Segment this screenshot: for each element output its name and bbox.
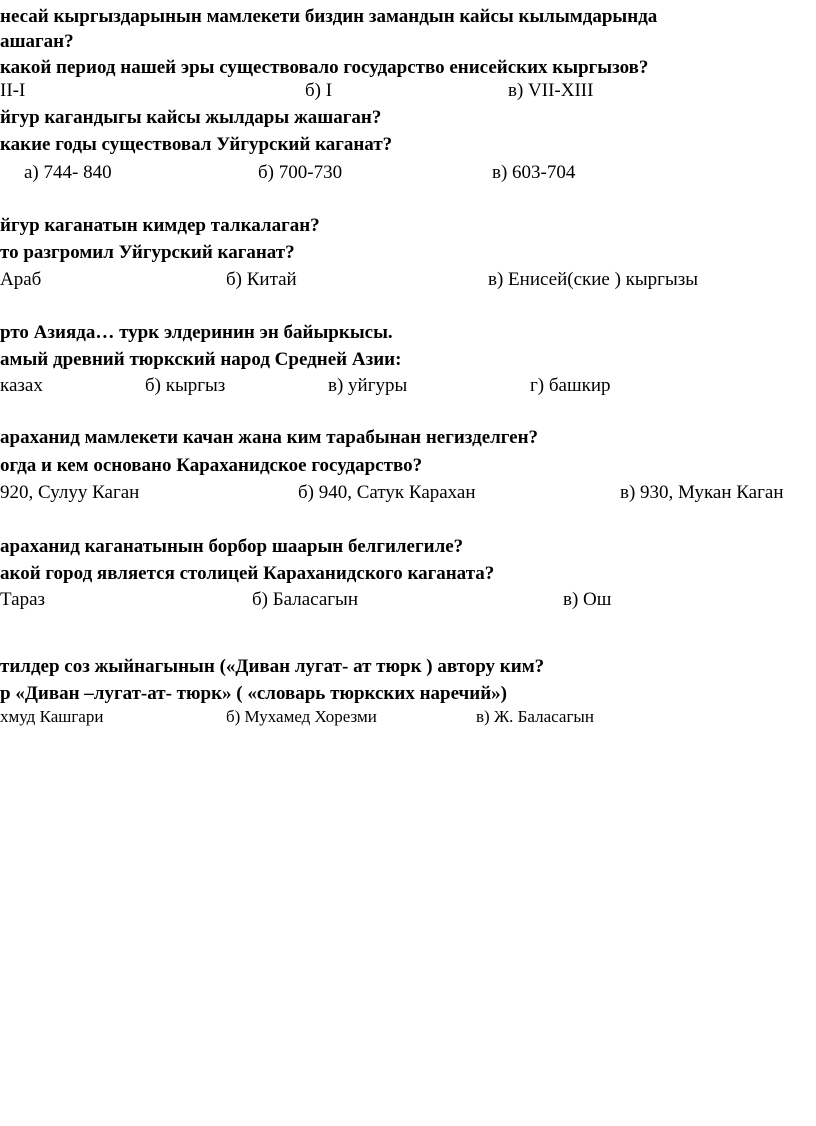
question-2-option-b: б) 700-730 [258,162,343,183]
question-3-kyrgyz: йгур каганатын кимдер талкалаган? [0,215,320,236]
question-4-option-a: казах [0,375,43,396]
question-6-option-b: б) Баласагын [252,589,358,610]
question-6-kyrgyz: араханид каганатынын борбор шаарын белгилегиле? [0,536,464,557]
question-7-option-c: в) Ж. Баласагын [476,707,594,726]
question-1-kyrgyz-line-2: ашаган? [0,31,74,52]
question-4-option-d: г) башкир [530,375,611,396]
question-7-option-b: б) Мухамед Хорезми [226,707,377,726]
question-3-option-c: в) Енисей(ские ) кыргызы [488,269,699,290]
question-5-russian: огда и кем основано Караханидское государство? [0,455,423,476]
question-2-russian: какие годы существовал Уйгурский каганат? [0,134,393,155]
question-7-russian: р «Диван –лугат-ат- тюрк» ( «словарь тюркских наречий») [0,683,507,704]
question-1-russian: какой период нашей эры существовало государство енисейских кыргызов? [0,57,649,78]
question-4-option-b: б) кыргыз [145,375,226,396]
question-2-kyrgyz: йгур кагандыгы кайсы жылдары жашаган? [0,107,382,128]
question-7-kyrgyz: тилдер соз жыйнагынын («Диван лугат- ат тюрк ) автору ким? [0,656,545,677]
question-6-option-c: в) Ош [563,589,612,610]
question-1-option-b: б) I [305,80,333,101]
question-5-option-c: в) 930, Мукан Каган [620,482,784,503]
question-5-option-a: 920, Сулуу Каган [0,482,140,503]
question-4-russian: амый древний тюркский народ Средней Азии: [0,349,402,370]
question-7-option-a: хмуд Кашгари [0,707,104,726]
question-1-kyrgyz-line-1: несай кыргыздарынын мамлекети биздин замандын кайсы кылымдарында [0,6,658,27]
question-2-option-a: а) 744- 840 [24,162,112,183]
question-3-russian: то разгромил Уйгурский каганат? [0,242,295,263]
question-4-kyrgyz: рто Азияда… турк элдеринин эн байыркысы. [0,322,393,343]
question-6-russian: акой город является столицей Караханидского каганата? [0,563,495,584]
question-1-option-a: II-I [0,80,26,101]
question-4-option-c: в) уйгуры [328,375,408,396]
question-5-kyrgyz: араханид мамлекети качан жана ким тарабынан негизделген? [0,427,539,448]
question-2-option-c: в) 603-704 [492,162,576,183]
question-6-option-a: Тараз [0,589,46,610]
question-5-option-b: б) 940, Сатук Карахан [298,482,476,503]
question-3-option-a: Араб [0,269,42,290]
question-1-option-c: в) VII-XIII [508,80,594,101]
question-3-option-b: б) Китай [226,269,297,290]
